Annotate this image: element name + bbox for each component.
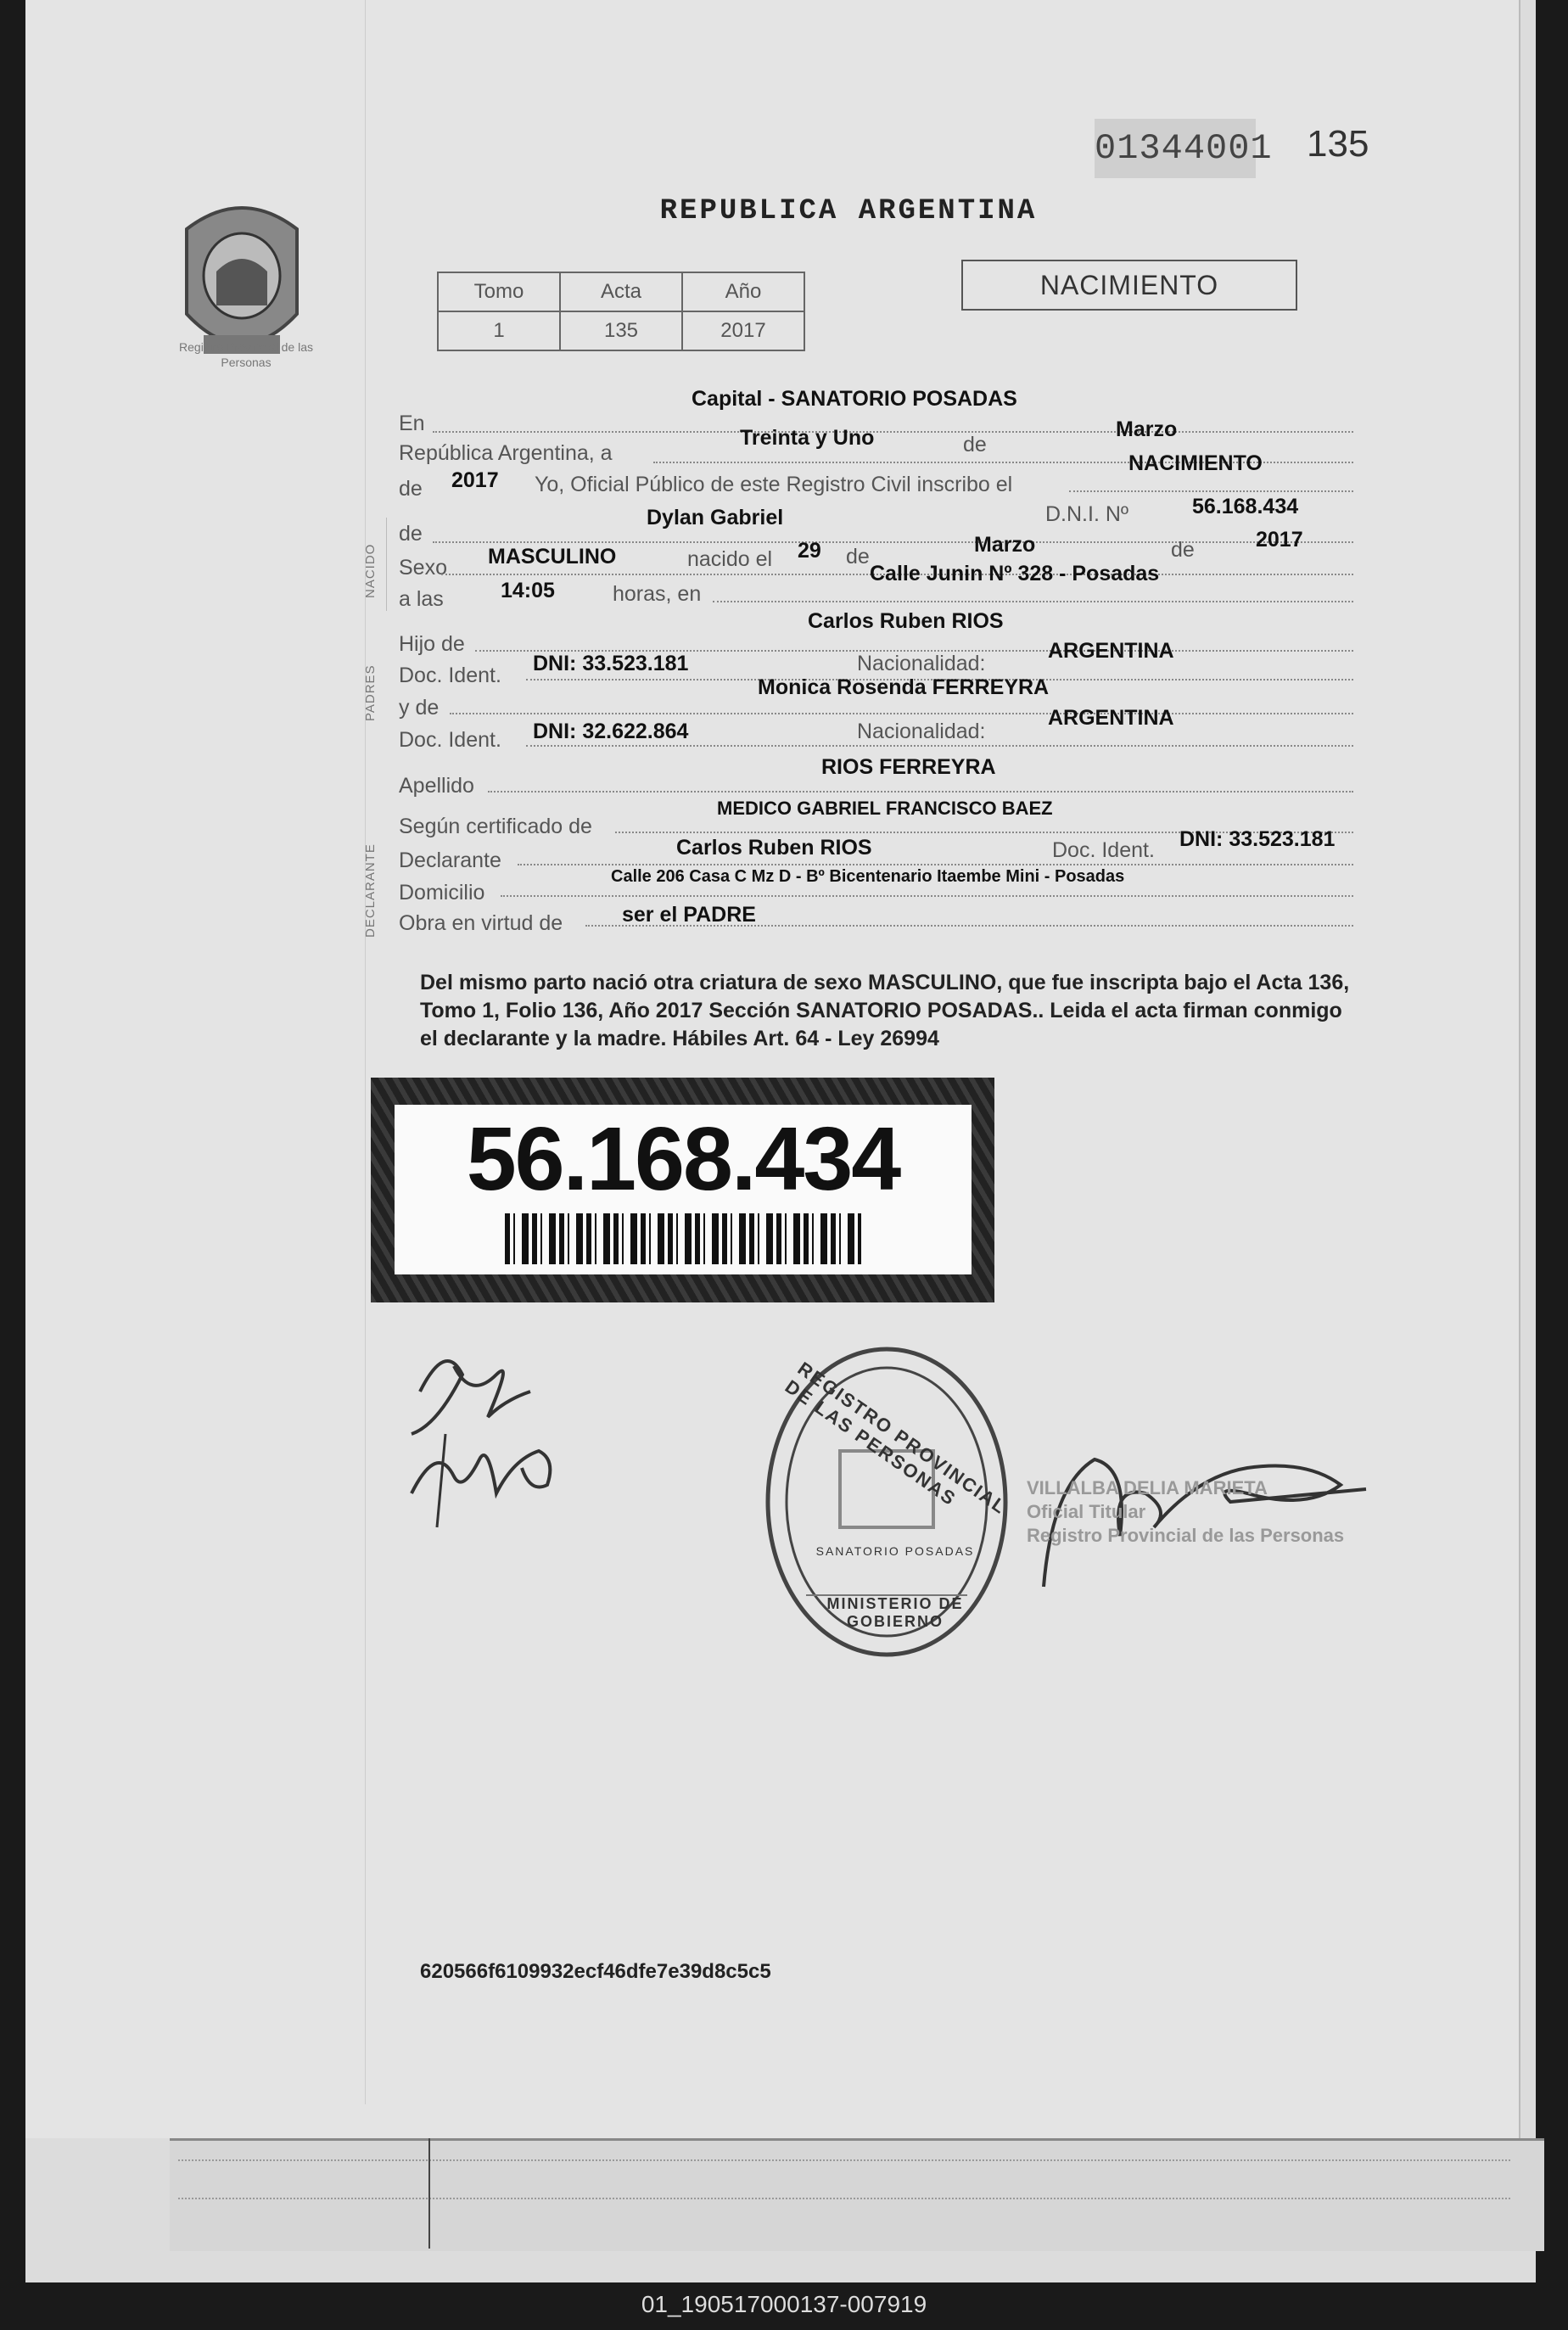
dotted-line — [450, 713, 1353, 714]
declarante-value: Carlos Ruben RIOS — [676, 836, 872, 860]
birth-month: Marzo — [974, 533, 1036, 557]
section-padres: PADRES — [363, 664, 378, 721]
declarante-dni: DNI: 33.523.181 — [1179, 827, 1336, 851]
birth-hour: 14:05 — [501, 579, 555, 602]
alas-label: a las — [399, 587, 444, 611]
dotted-line — [585, 925, 1353, 927]
dotted-line — [433, 431, 1353, 433]
oficial-text: Yo, Oficial Público de este Registro Civil inscribo el — [535, 473, 1013, 496]
tomo-header: Tomo — [438, 272, 560, 311]
document-title: REPUBLICA ARGENTINA — [659, 195, 1038, 227]
logo-caption: Registro Provincial de las Personas — [179, 340, 313, 369]
de3-label: de — [399, 522, 423, 546]
republica-label: República Argentina, a — [399, 441, 613, 465]
certificate-value: MEDICO GABRIEL FRANCISCO BAEZ — [717, 798, 1053, 819]
officer-office: Registro Provincial de las Personas — [1027, 1525, 1345, 1546]
obra-label: Obra en virtud de — [399, 911, 563, 935]
dotted-line — [501, 895, 1353, 897]
seal-center-text: SANATORIO POSADAS — [815, 1544, 975, 1558]
dni-label: D.N.I. Nº — [1045, 502, 1129, 526]
obra-value: ser el PADRE — [622, 903, 756, 927]
domicilio-label: Domicilio — [399, 881, 485, 905]
record-type-box: NACIMIENTO — [961, 260, 1297, 311]
horas-label: horas, en — [613, 582, 702, 606]
de2-label: de — [399, 477, 423, 501]
birth-day: 29 — [798, 539, 821, 563]
tomo-value: 1 — [438, 311, 560, 350]
mother-name: Monica Rosenda FERREYRA — [758, 675, 1050, 699]
folio-number: 135 — [1307, 123, 1369, 165]
mother-dni: DNI: 32.622.864 — [533, 720, 689, 743]
registration-note: Del mismo parto nació otra criatura de sexo MASCULINO, que fue inscripta bajo el Acta 136, Tomo 1, Folio 136, Año 2017 Sección SANATORIO POSADAS.. Leida el acta firman conmigo el declarante y la madre. Hábiles Art. 64 - Ley 26994 — [420, 971, 1350, 1050]
nac2-label: Nacionalidad: — [857, 720, 986, 743]
acta-header: Acta — [560, 272, 682, 311]
section-declarante: DECLARANTE — [363, 843, 378, 938]
registry-table — [437, 272, 805, 351]
record-tipo: NACIMIENTO — [1128, 451, 1263, 475]
nac1-label: Nacionalidad: — [857, 652, 986, 675]
birth-place: Calle Junin Nº 328 - Posadas — [870, 562, 1160, 585]
declarante-label: Declarante — [399, 849, 501, 872]
sticker-panel — [395, 1105, 972, 1274]
child-dni: 56.168.434 — [1192, 495, 1299, 518]
de4-label: de — [846, 545, 870, 568]
dotted-line — [526, 745, 1353, 747]
dotted-line — [488, 791, 1353, 793]
document-hash: 620566f6109932ecf46dfe7e39d8c5c5 — [420, 1960, 771, 1983]
doc1-label: Doc. Ident. — [399, 664, 501, 687]
apellido-label: Apellido — [399, 774, 474, 798]
seal-bottom-text: MINISTERIO DE GOBIERNO — [826, 1595, 964, 1630]
yde-label: y de — [399, 696, 440, 720]
mother-nationality: ARGENTINA — [1048, 706, 1174, 730]
domicilio-value: Calle 206 Casa C Mz D - Bº Bicentenario Itaembe Mini - Posadas — [611, 867, 1125, 886]
de5-label: de — [1171, 538, 1195, 562]
dotted-line — [518, 864, 1353, 865]
father-dni: DNI: 33.523.181 — [533, 652, 689, 675]
officer-role: Oficial Titular — [1027, 1501, 1146, 1522]
en-value: Capital - SANATORIO POSADAS — [692, 387, 1017, 411]
sexo-label: Sexo — [399, 556, 447, 580]
birth-year: 2017 — [1256, 528, 1303, 552]
nacido-divider — [386, 518, 387, 611]
divider — [428, 2138, 430, 2249]
officer-stamp — [1027, 1476, 1344, 1548]
doc3-label: Doc. Ident. — [1052, 838, 1155, 862]
declarant-signature-icon — [386, 1324, 590, 1544]
en-label: En — [399, 412, 425, 435]
dotted-line — [178, 2159, 1510, 2161]
scan-filename: 01_190517000137-007919 — [641, 2291, 927, 2317]
father-name: Carlos Ruben RIOS — [808, 609, 1004, 633]
sexo-value: MASCULINO — [488, 545, 617, 568]
anio-value: 2017 — [682, 311, 804, 350]
section-nacido: NACIDO — [363, 543, 378, 598]
sticker-dni-number: 56.168.434 — [466, 1109, 900, 1209]
cert-label: Según certificado de — [399, 815, 592, 838]
day-words: Treinta y Uno — [740, 426, 875, 450]
month: Marzo — [1116, 417, 1178, 441]
child-name: Dylan Gabriel — [647, 506, 784, 529]
anio-header: Año — [682, 272, 804, 311]
year: 2017 — [451, 468, 499, 492]
hijo-label: Hijo de — [399, 632, 465, 656]
father-nationality: ARGENTINA — [1048, 639, 1174, 663]
lower-page-edge — [170, 2138, 1544, 2251]
dotted-line — [433, 541, 1353, 543]
de-label: de — [963, 433, 987, 456]
dni-sticker — [371, 1078, 994, 1302]
apellido-value: RIOS FERREYRA — [821, 755, 996, 779]
officer-name: VILLALBA DELIA MARIETA — [1027, 1477, 1268, 1498]
serial-number: 01344001 — [1095, 119, 1256, 178]
doc2-label: Doc. Ident. — [399, 728, 501, 752]
dotted-line — [1069, 490, 1353, 492]
barcode-icon — [505, 1213, 861, 1264]
dotted-line — [713, 601, 1353, 602]
dotted-line — [178, 2198, 1510, 2199]
seal-ring-text: REGISTRO PROVINCIAL DE LAS PERSONAS — [781, 1358, 1011, 1519]
acta-value: 135 — [560, 311, 682, 350]
nacido-label: nacido el — [687, 547, 773, 571]
